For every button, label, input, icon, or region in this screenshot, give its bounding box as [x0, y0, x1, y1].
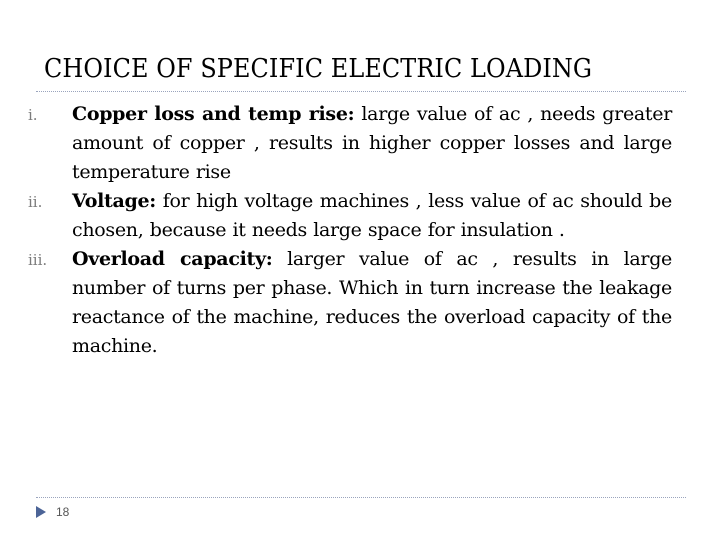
list-item-text [72, 187, 672, 245]
page-number: 18 [56, 505, 70, 519]
bottom-divider [36, 497, 686, 498]
list-item-copper-loss [28, 100, 672, 187]
slide-title: CHOICE OF SPECIFIC ELECTRIC LOADING [44, 54, 593, 84]
triangle-right-icon [36, 506, 46, 518]
bullet-list [28, 100, 672, 361]
list-number: iii. [28, 251, 48, 269]
list-item-heading: Voltage: [72, 190, 156, 212]
list-item-text [72, 100, 672, 187]
list-item-overload-capacity [28, 245, 672, 361]
list-number: i. [28, 106, 38, 124]
list-item-heading: Overload capacity: [72, 248, 273, 270]
list-item-body: large value of ac , needs greater amount of copper , results in higher copper losses and large temperature rise [72, 103, 672, 183]
list-number: ii. [28, 193, 43, 211]
list-item-text [72, 245, 672, 361]
list-item-voltage [28, 187, 672, 245]
list-item-heading: Copper loss and temp rise: [72, 103, 355, 125]
top-divider [36, 91, 686, 92]
list-item-body: larger value of ac , results in large number of turns per phase. Which in turn increase the leakage reactance of the machine, reduces the overload capacity of the machine. [72, 248, 672, 357]
list-item-body: for high voltage machines , less value of ac should be chosen, because it needs large space for insulation . [72, 190, 672, 241]
